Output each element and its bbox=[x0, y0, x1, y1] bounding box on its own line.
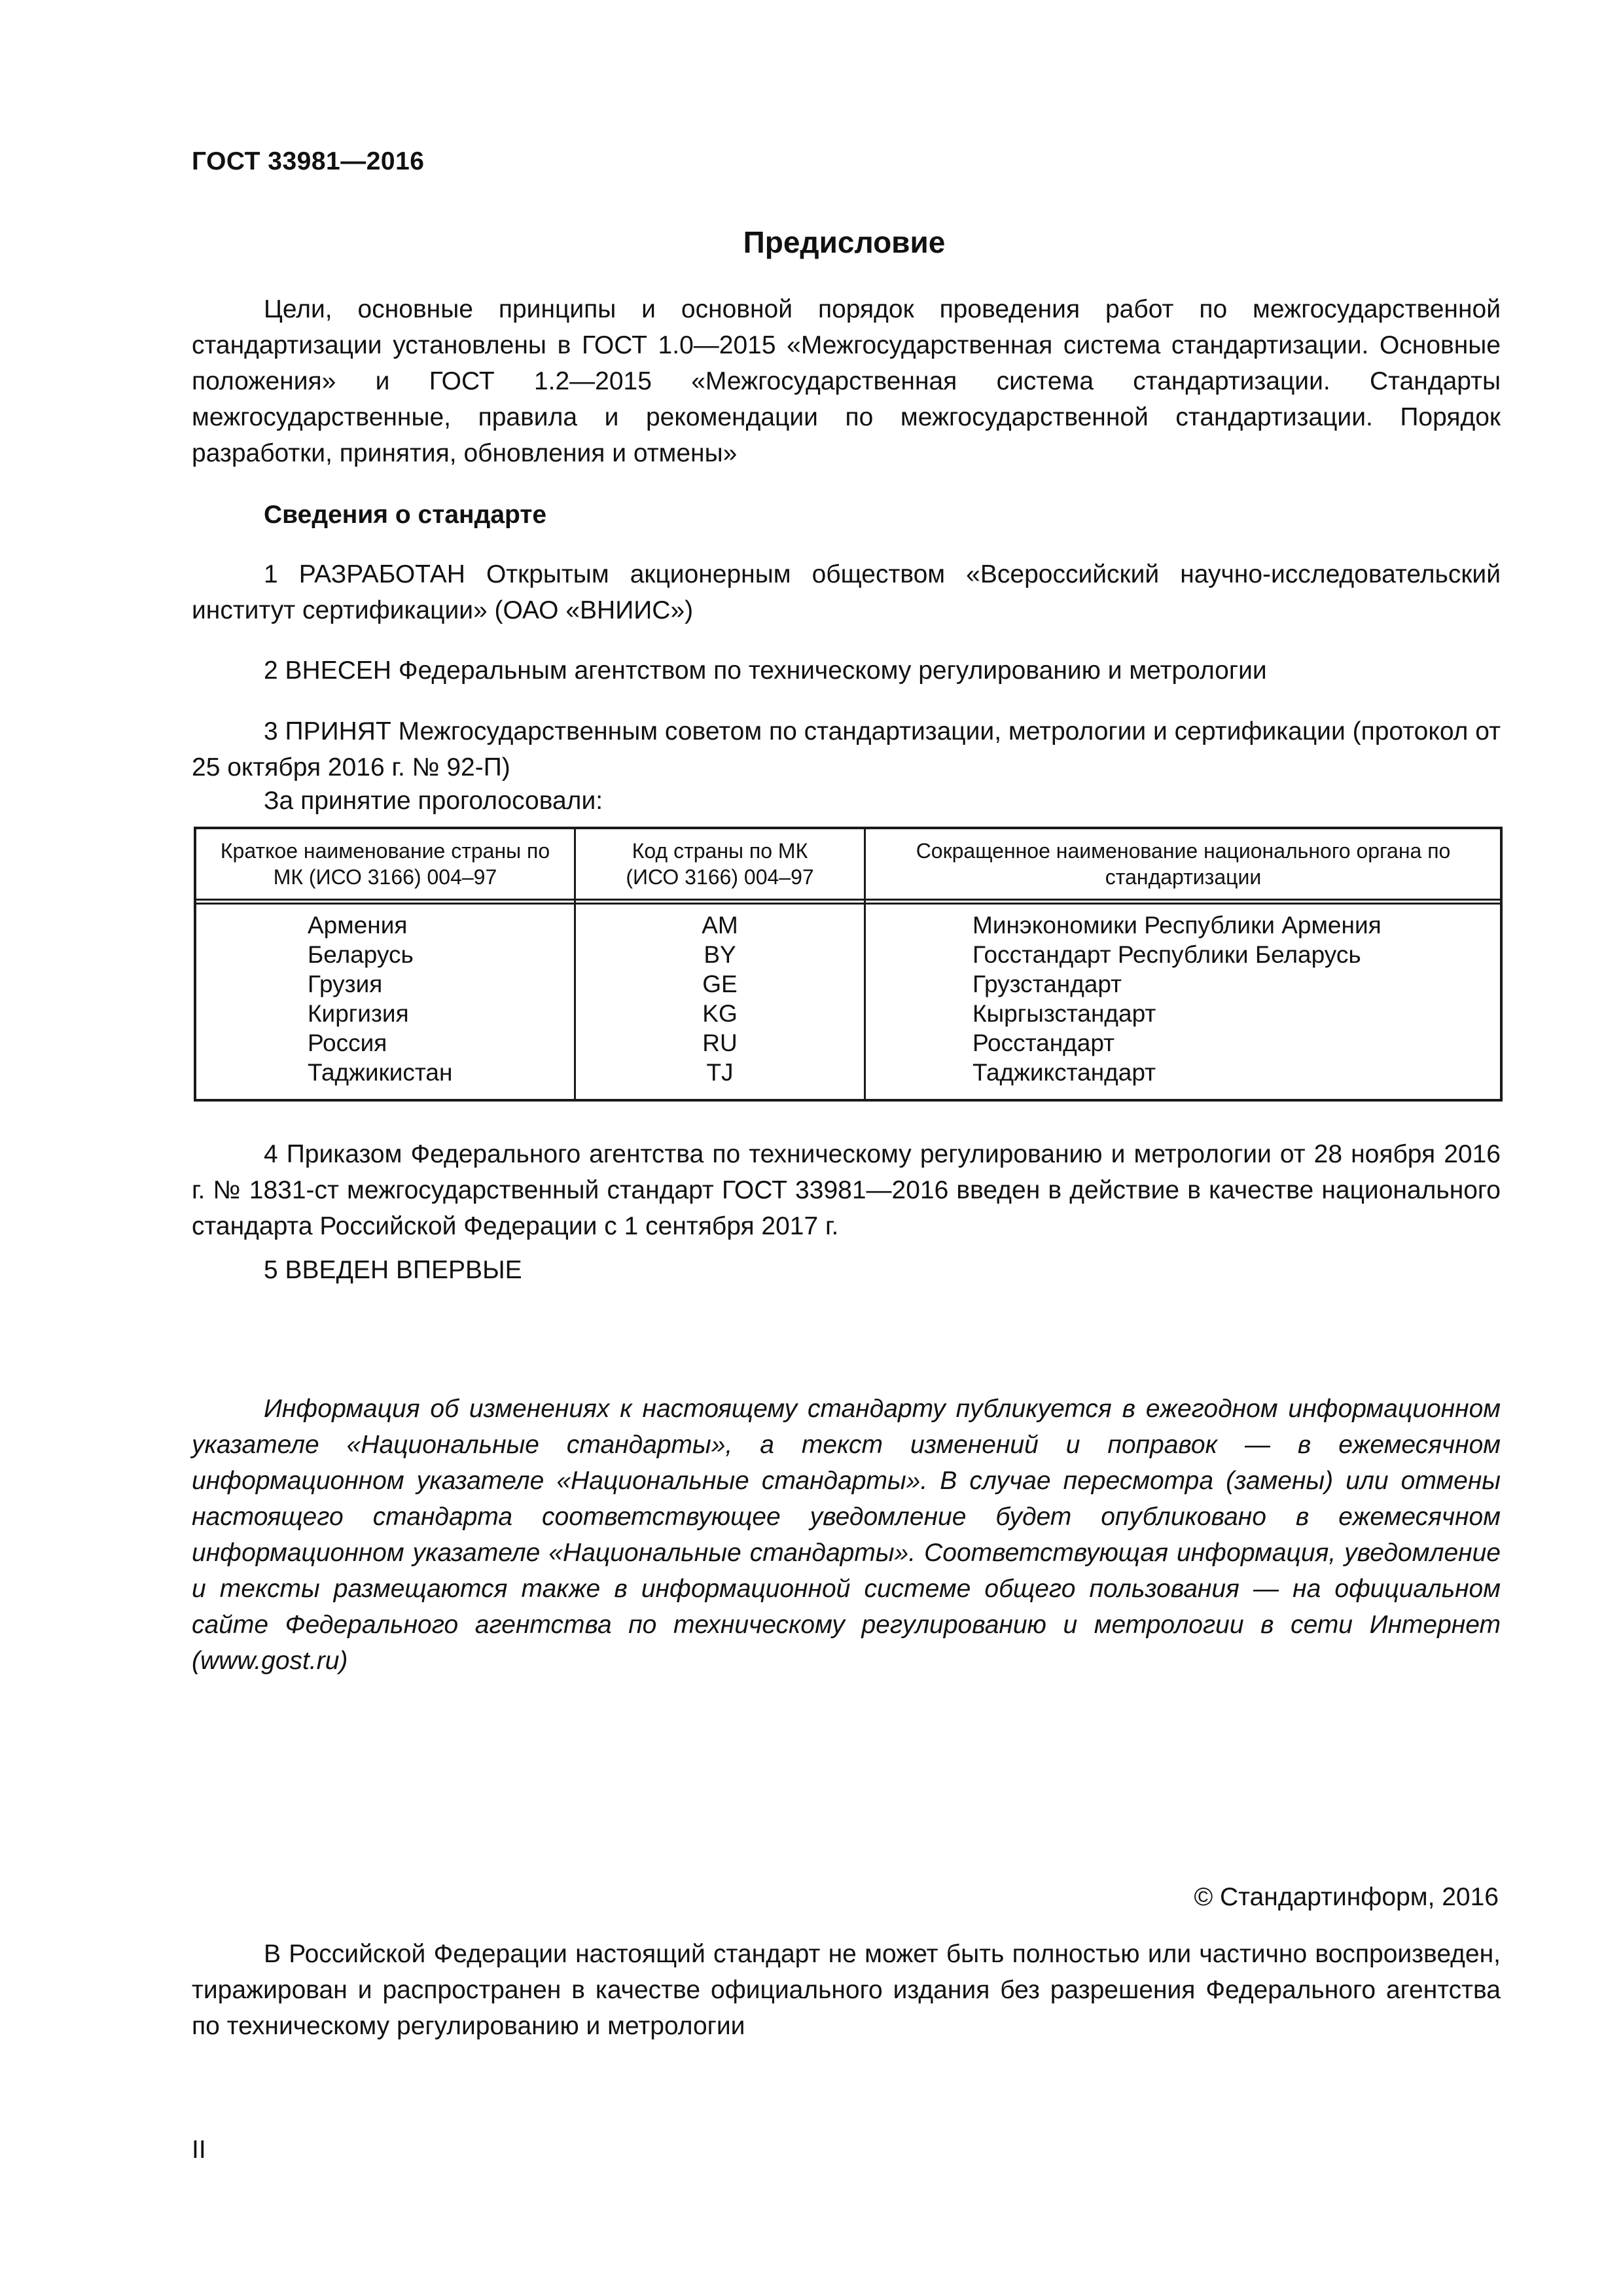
table-cell: Росстандарт bbox=[972, 1030, 1115, 1056]
intro-paragraph: Цели, основные принципы и основной порядок проведения работ по межгосударственной стандартизации установлены в ГОСТ 1.0—2015 «Межгосударственная система стандартизации. Основные положения» и ГОСТ 1.2—2015 «Межгосударственная система стандартизации. Стандарты межгосударственные, правила и рекомендации по межгосударственной стандартизации. Порядок разработки, принятия, обновления и отмены» bbox=[192, 295, 1501, 467]
page-number: II bbox=[192, 2136, 206, 2164]
table-cell: Армения bbox=[308, 912, 408, 939]
changes-notice: Информация об изменениях к настоящему стандарту публикуется в ежегодном информационном указателе «Национальные стандарты», а текст изменений и поправок — в ежемесячном информационном указателе «Национальные стандарты». В случае пересмотра (замены) или отмены настоящего стандарта соответствующее уведомление будет опубликовано в ежемесячном информационном указателе «Национальные стандарты». Соответствующая информация, уведомление и тексты размещаются также в информационной системе общего пользования — на официальном сайте Федерального агентства по техническому регулированию и метрологии в сети Интернет (www.gost.ru) bbox=[192, 1395, 1501, 1675]
table-cell: BY bbox=[704, 941, 736, 968]
table-cell: Таджикстандарт bbox=[972, 1059, 1156, 1086]
table-cell: Беларусь bbox=[308, 941, 414, 968]
table-cell: Грузия bbox=[308, 971, 383, 997]
page-title: Предисловие bbox=[743, 225, 946, 259]
column-country-codes bbox=[576, 910, 864, 1087]
header-country-name: Краткое наименование страны по МК (ИСО 3166) 004–97 bbox=[220, 839, 550, 889]
copyright-line: © Стандартинформ, 2016 bbox=[1194, 1883, 1499, 1911]
table-cell: Минэкономики Республики Армения bbox=[972, 912, 1382, 939]
column-country-names bbox=[308, 910, 452, 1087]
header-national-body: Сокращенное наименование национального органа по стандартизации bbox=[916, 839, 1451, 889]
table-cell: Грузстандарт bbox=[972, 971, 1122, 997]
table-cell: TJ bbox=[706, 1059, 734, 1086]
table-cell: Киргизия bbox=[308, 1000, 409, 1027]
voted-label: За принятие проголосовали: bbox=[264, 787, 603, 815]
item-2-submitted: 2 ВНЕСЕН Федеральным агентством по техническому регулированию и метрологии bbox=[264, 656, 1267, 685]
info-heading: Сведения о стандарте bbox=[264, 501, 547, 529]
table-cell: AM bbox=[702, 912, 738, 939]
table-cell: RU bbox=[702, 1030, 738, 1056]
column-national-bodies bbox=[972, 910, 1382, 1087]
table-cell: Россия bbox=[308, 1030, 387, 1056]
legal-notice: В Российской Федерации настоящий стандарт не может быть полностью или частично воспроизведен, тиражирован и распространен в качестве официального издания без разрешения Федерального агентства по техническому регулированию и метрологии bbox=[192, 1940, 1501, 2040]
table-cell: KG bbox=[702, 1000, 738, 1027]
item-4-order: 4 Приказом Федерального агентства по техническому регулированию и метрологии от 28 ноября 2016 г. № 1831-ст межгосударственный стандарт ГОСТ 33981—2016 введен в действие в качестве национального стандарта Российской Федерации с 1 сентября 2017 г. bbox=[192, 1140, 1501, 1240]
table-cell: Таджикистан bbox=[308, 1059, 453, 1086]
table-cell: Кыргызстандарт bbox=[972, 1000, 1156, 1027]
item-3-adopted: 3 ПРИНЯТ Межгосударственным советом по стандартизации, метрологии и сертификации (протокол от 25 октября 2016 г. № 92-П) bbox=[192, 717, 1501, 781]
item-1-developed: 1 РАЗРАБОТАН Открытым акционерным обществом «Всероссийский научно-исследовательский институт сертификации» (ОАО «ВНИИС») bbox=[192, 560, 1501, 624]
table-cell: Госстандарт Республики Беларусь bbox=[972, 941, 1361, 968]
voting-table bbox=[194, 827, 1503, 1102]
header-country-code: Код страны по МК (ИСО 3166) 004–97 bbox=[626, 839, 814, 889]
item-5-first-introduced: 5 ВВЕДЕН ВПЕРВЫЕ bbox=[264, 1256, 522, 1284]
standard-code-header: ГОСТ 33981—2016 bbox=[192, 147, 425, 175]
header-rule bbox=[196, 899, 1500, 905]
table-cell: GE bbox=[702, 971, 738, 997]
